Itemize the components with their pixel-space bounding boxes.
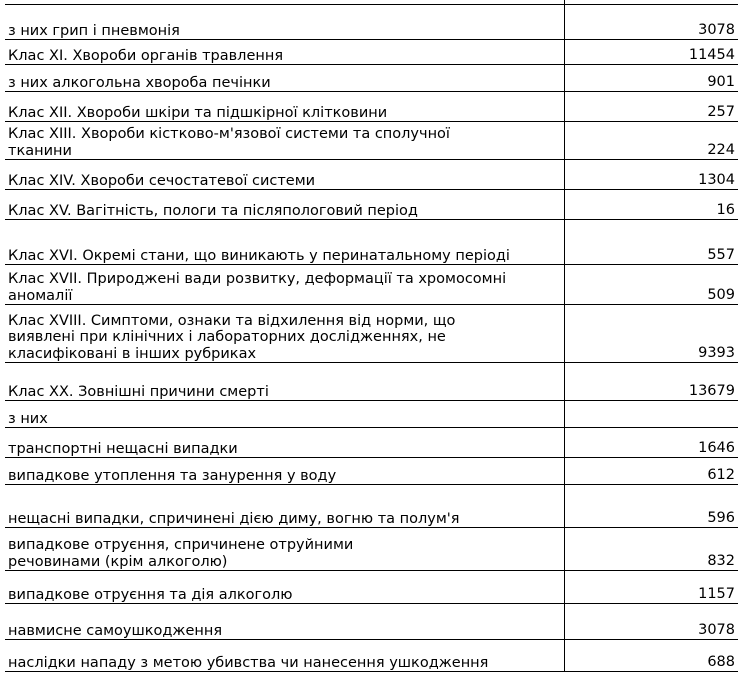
row-label: з них грип і пневмонія bbox=[5, 5, 565, 39]
row-value bbox=[565, 0, 738, 4]
row-value: 688 bbox=[707, 654, 735, 670]
row-label: нещасні випадки, спричинені дією диму, вогню та полум'я bbox=[5, 485, 565, 527]
row-value: 832 bbox=[707, 553, 735, 569]
row-value: 224 bbox=[707, 142, 735, 158]
row-value: 596 bbox=[707, 510, 735, 526]
row-value: 13679 bbox=[688, 383, 735, 399]
row-label: з них bbox=[5, 401, 565, 427]
table-row bbox=[5, 571, 738, 604]
row-label: випадкове отруєння, спричинене отруйними речовинами (крім алкоголю) bbox=[5, 528, 565, 570]
table-row bbox=[5, 363, 738, 401]
row-value: 16 bbox=[716, 202, 735, 218]
table-row bbox=[5, 305, 738, 363]
row-label: Клас XIV. Хвороби сечостатевої системи bbox=[5, 160, 565, 189]
table-row bbox=[5, 92, 738, 122]
table-row bbox=[5, 220, 738, 265]
row-label: транспортні нещасні випадки bbox=[5, 428, 565, 457]
row-label: Клас XII. Хвороби шкіри та підшкірної клітковини bbox=[5, 92, 565, 121]
table-row bbox=[5, 160, 738, 190]
row-label: Клас XIII. Хвороби кістково-м'язової системи та сполучної тканини bbox=[5, 122, 565, 159]
row-label: Клас XVI. Окремі стани, що виникають у перинатальному періоді bbox=[5, 220, 565, 264]
row-label: наслідки нападу з метою убивства чи нанесення ушкодження bbox=[5, 640, 565, 671]
table-row bbox=[5, 640, 738, 672]
table-row bbox=[5, 528, 738, 571]
row-value: 901 bbox=[707, 74, 735, 90]
row-value: 509 bbox=[707, 287, 735, 303]
table-row bbox=[5, 265, 738, 305]
row-value: 557 bbox=[707, 247, 735, 263]
table-row bbox=[5, 65, 738, 92]
row-label: з них алкогольна хвороба печінки bbox=[5, 65, 565, 91]
row-value: 257 bbox=[707, 104, 735, 120]
table-row bbox=[5, 122, 738, 160]
row-label: випадкове отруєння та дія алкоголю bbox=[5, 571, 565, 603]
row-value bbox=[565, 401, 738, 427]
mortality-table bbox=[5, 0, 738, 674]
row-label: Клас XI. Хвороби органів травлення bbox=[5, 40, 565, 64]
row-value: 1157 bbox=[698, 586, 735, 602]
row-label: Клас XV. Вагітність, пологи та післяпологовий період bbox=[5, 190, 565, 219]
table-row bbox=[5, 428, 738, 458]
table-row bbox=[5, 604, 738, 640]
row-value: 9393 bbox=[698, 345, 735, 361]
row-label: навмисне самоушкодження bbox=[5, 604, 565, 639]
row-value: 612 bbox=[707, 467, 735, 483]
table-row bbox=[5, 458, 738, 485]
row-value: 3078 bbox=[698, 622, 735, 638]
row-label bbox=[5, 0, 565, 4]
table-row bbox=[5, 190, 738, 220]
table-row bbox=[5, 401, 738, 428]
row-value: 3078 bbox=[698, 22, 735, 38]
row-label: випадкове утоплення та занурення у воду bbox=[5, 458, 565, 484]
table-row bbox=[5, 40, 738, 65]
row-label: Клас XVII. Природжені вади розвитку, деформації та хромосомні аномалії bbox=[5, 265, 565, 304]
table-row bbox=[5, 5, 738, 40]
table-row bbox=[5, 485, 738, 528]
row-value: 1646 bbox=[698, 440, 735, 456]
row-value: 1304 bbox=[698, 172, 735, 188]
row-label: Клас XVIII. Симптоми, ознаки та відхилення від норми, що виявлені при клінічних і лабораторних дослідженнях, не класифіковані в інших рубриках bbox=[5, 305, 565, 362]
row-value: 11454 bbox=[688, 47, 735, 63]
row-label: Клас XX. Зовнішні причини смерті bbox=[5, 363, 565, 400]
